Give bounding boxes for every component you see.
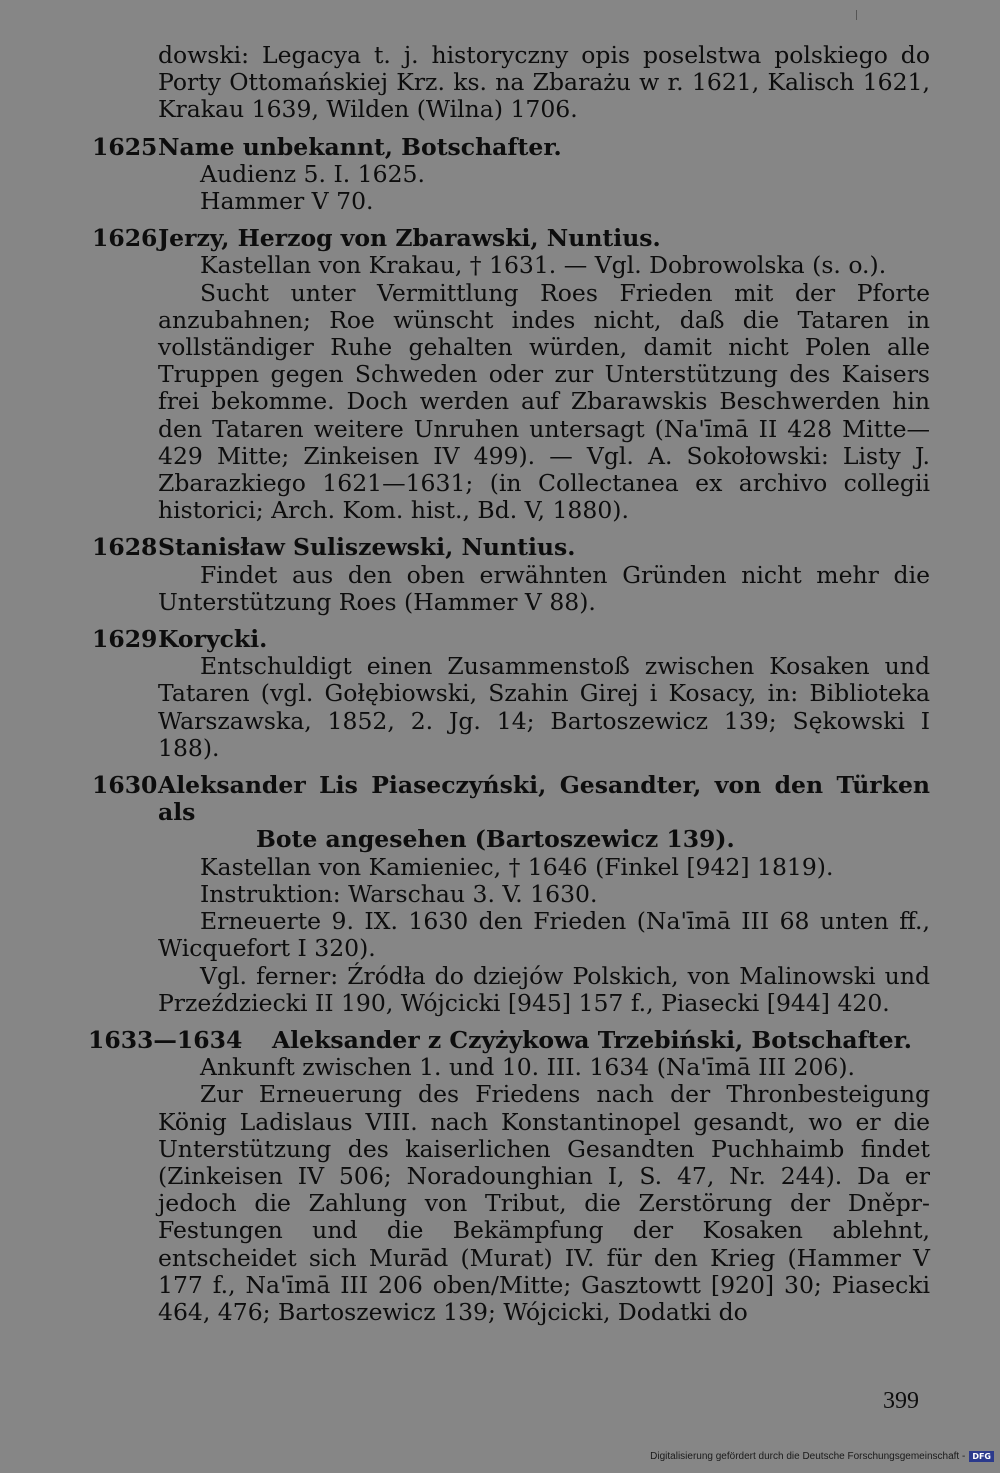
entry-paragraph: Findet aus den oben erwähnten Gründen nicht mehr die Unterstützung Roes (Hammer V 88). <box>158 560 930 616</box>
entry-1629 <box>92 625 930 762</box>
entry-heading: Korycki. <box>158 625 268 654</box>
entry-heading: Stanisław Suliszewski, Nuntius. <box>158 533 576 562</box>
entry-paragraph: Zur Erneuerung des Friedens nach der Thronbesteigung König Ladislaus VIII. nach Konstantinopel gesandt, wo er die Unterstützung des kaiserlichen Gesandten Puchhaimb findet (Zinkeisen IV 506; Noradounghian I, S. 47, Nr. 244). Da er jedoch die Zahlung von Tribut, die Zerstörung der Dněpr-Festungen und die Bekämpfung der Kosaken ablehnt, entscheidet sich Murād (Murat) IV. für den Krieg (Hammer V 177 f., Na'īmā III 206 oben/Mitte; Gasztowtt [920] 30; Piasecki 464, 476; Bartoszewicz 139; Wójcicki, Dodatki do <box>158 1080 930 1326</box>
page-number: 399 <box>883 1388 919 1414</box>
intro-paragraph: dowski: Legacya t. j. historyczny opis poselstwa polskiego do Porty Ottomańskiej Krz. ks. na Zbarażu w r. 1621, Kalisch 1621, Krakau 1639, Wilden (Wilna) 1706. <box>158 41 930 124</box>
dfg-logo: DFG <box>969 1451 994 1462</box>
entry-heading-continued: Bote angesehen (Bartoszewicz 139). <box>256 825 735 854</box>
page-text <box>88 41 930 1326</box>
entry-paragraph: Sucht unter Vermittlung Roes Frieden mit der Pforte anzubahnen; Roe wünscht indes nicht, daß die Tataren in vollständiger Ruhe gehalten würden, damit nicht Polen alle Truppen gegen Schweden oder zur Unterstützung des Kaisers frei bekomme. Doch werden auf Zbarawskis Beschwerden hin den Tataren weitere Unruhen untersagt (Na'īmā II 428 Mitte—429 Mitte; Zinkeisen IV 499). — Vgl. A. Sokołowski: Listy J. Zbarazkiego 1621—1631; (in Collectanea ex archivo collegii historici; Arch. Kom. hist., Bd. V, 1880). <box>158 278 930 525</box>
entry-heading: Name unbekannt, Botschafter. <box>158 132 562 161</box>
entry-1633-1634 <box>88 1025 930 1326</box>
entry-heading: Jerzy, Herzog von Zbarawski, Nuntius. <box>158 224 661 253</box>
entry-year: 1633—1634 <box>88 1025 243 1054</box>
entry-year: 1629 <box>92 625 158 654</box>
entry-heading: Aleksander z Czyżykowa Trzebiński, Botschafter. <box>272 1025 912 1054</box>
entry-heading: Aleksander Lis Piaseczyński, Gesandter, von den Türken als <box>158 771 930 827</box>
entry-line: Kastellan von Kamieniec, † 1646 (Finkel [942] 1819). <box>200 852 834 881</box>
entry-line: Ankunft zwischen 1. und 10. III. 1634 (Na'īmā III 206). <box>200 1053 855 1082</box>
entry-year: 1626 <box>92 224 158 253</box>
entry-year: 1628 <box>92 533 158 562</box>
scan-mark <box>856 10 857 20</box>
entry-line: Hammer V 70. <box>200 187 374 216</box>
entry-line: Instruktion: Warschau 3. V. 1630. <box>200 879 598 908</box>
entry-1628 <box>92 533 930 616</box>
entry-paragraph: Vgl. ferner: Źródła do dziejów Polskich, von Malinowski und Przeździecki II 190, Wójcicki [945] 157 f., Piasecki [944] 420. <box>158 961 930 1017</box>
entry-year: 1625 <box>92 132 158 161</box>
entry-paragraph: Erneuerte 9. IX. 1630 den Frieden (Na'īmā III 68 unten ff., Wicquefort I 320). <box>158 907 930 963</box>
entry-line: Audienz 5. I. 1625. <box>200 159 425 188</box>
entry-1630 <box>92 771 930 1017</box>
entry-1625 <box>92 132 930 216</box>
entry-paragraph: Entschuldigt einen Zusammenstoß zwischen Kosaken und Tataren (vgl. Gołębiowski, Szahin Girej i Kosacy, in: Biblioteka Warszawska, 1852, 2. Jg. 14; Bartoszewicz 139; Sękowski I 188). <box>158 652 930 762</box>
entry-1626 <box>92 224 930 525</box>
footer-text: Digitalisierung gefördert durch die Deutsche Forschungsgemeinschaft - <box>650 1451 966 1462</box>
entry-paragraph: Kastellan von Krakau, † 1631. — Vgl. Dobrowolska (s. o.). <box>200 251 887 280</box>
entry-year: 1630 <box>92 771 158 800</box>
footer-credit <box>650 1451 994 1462</box>
